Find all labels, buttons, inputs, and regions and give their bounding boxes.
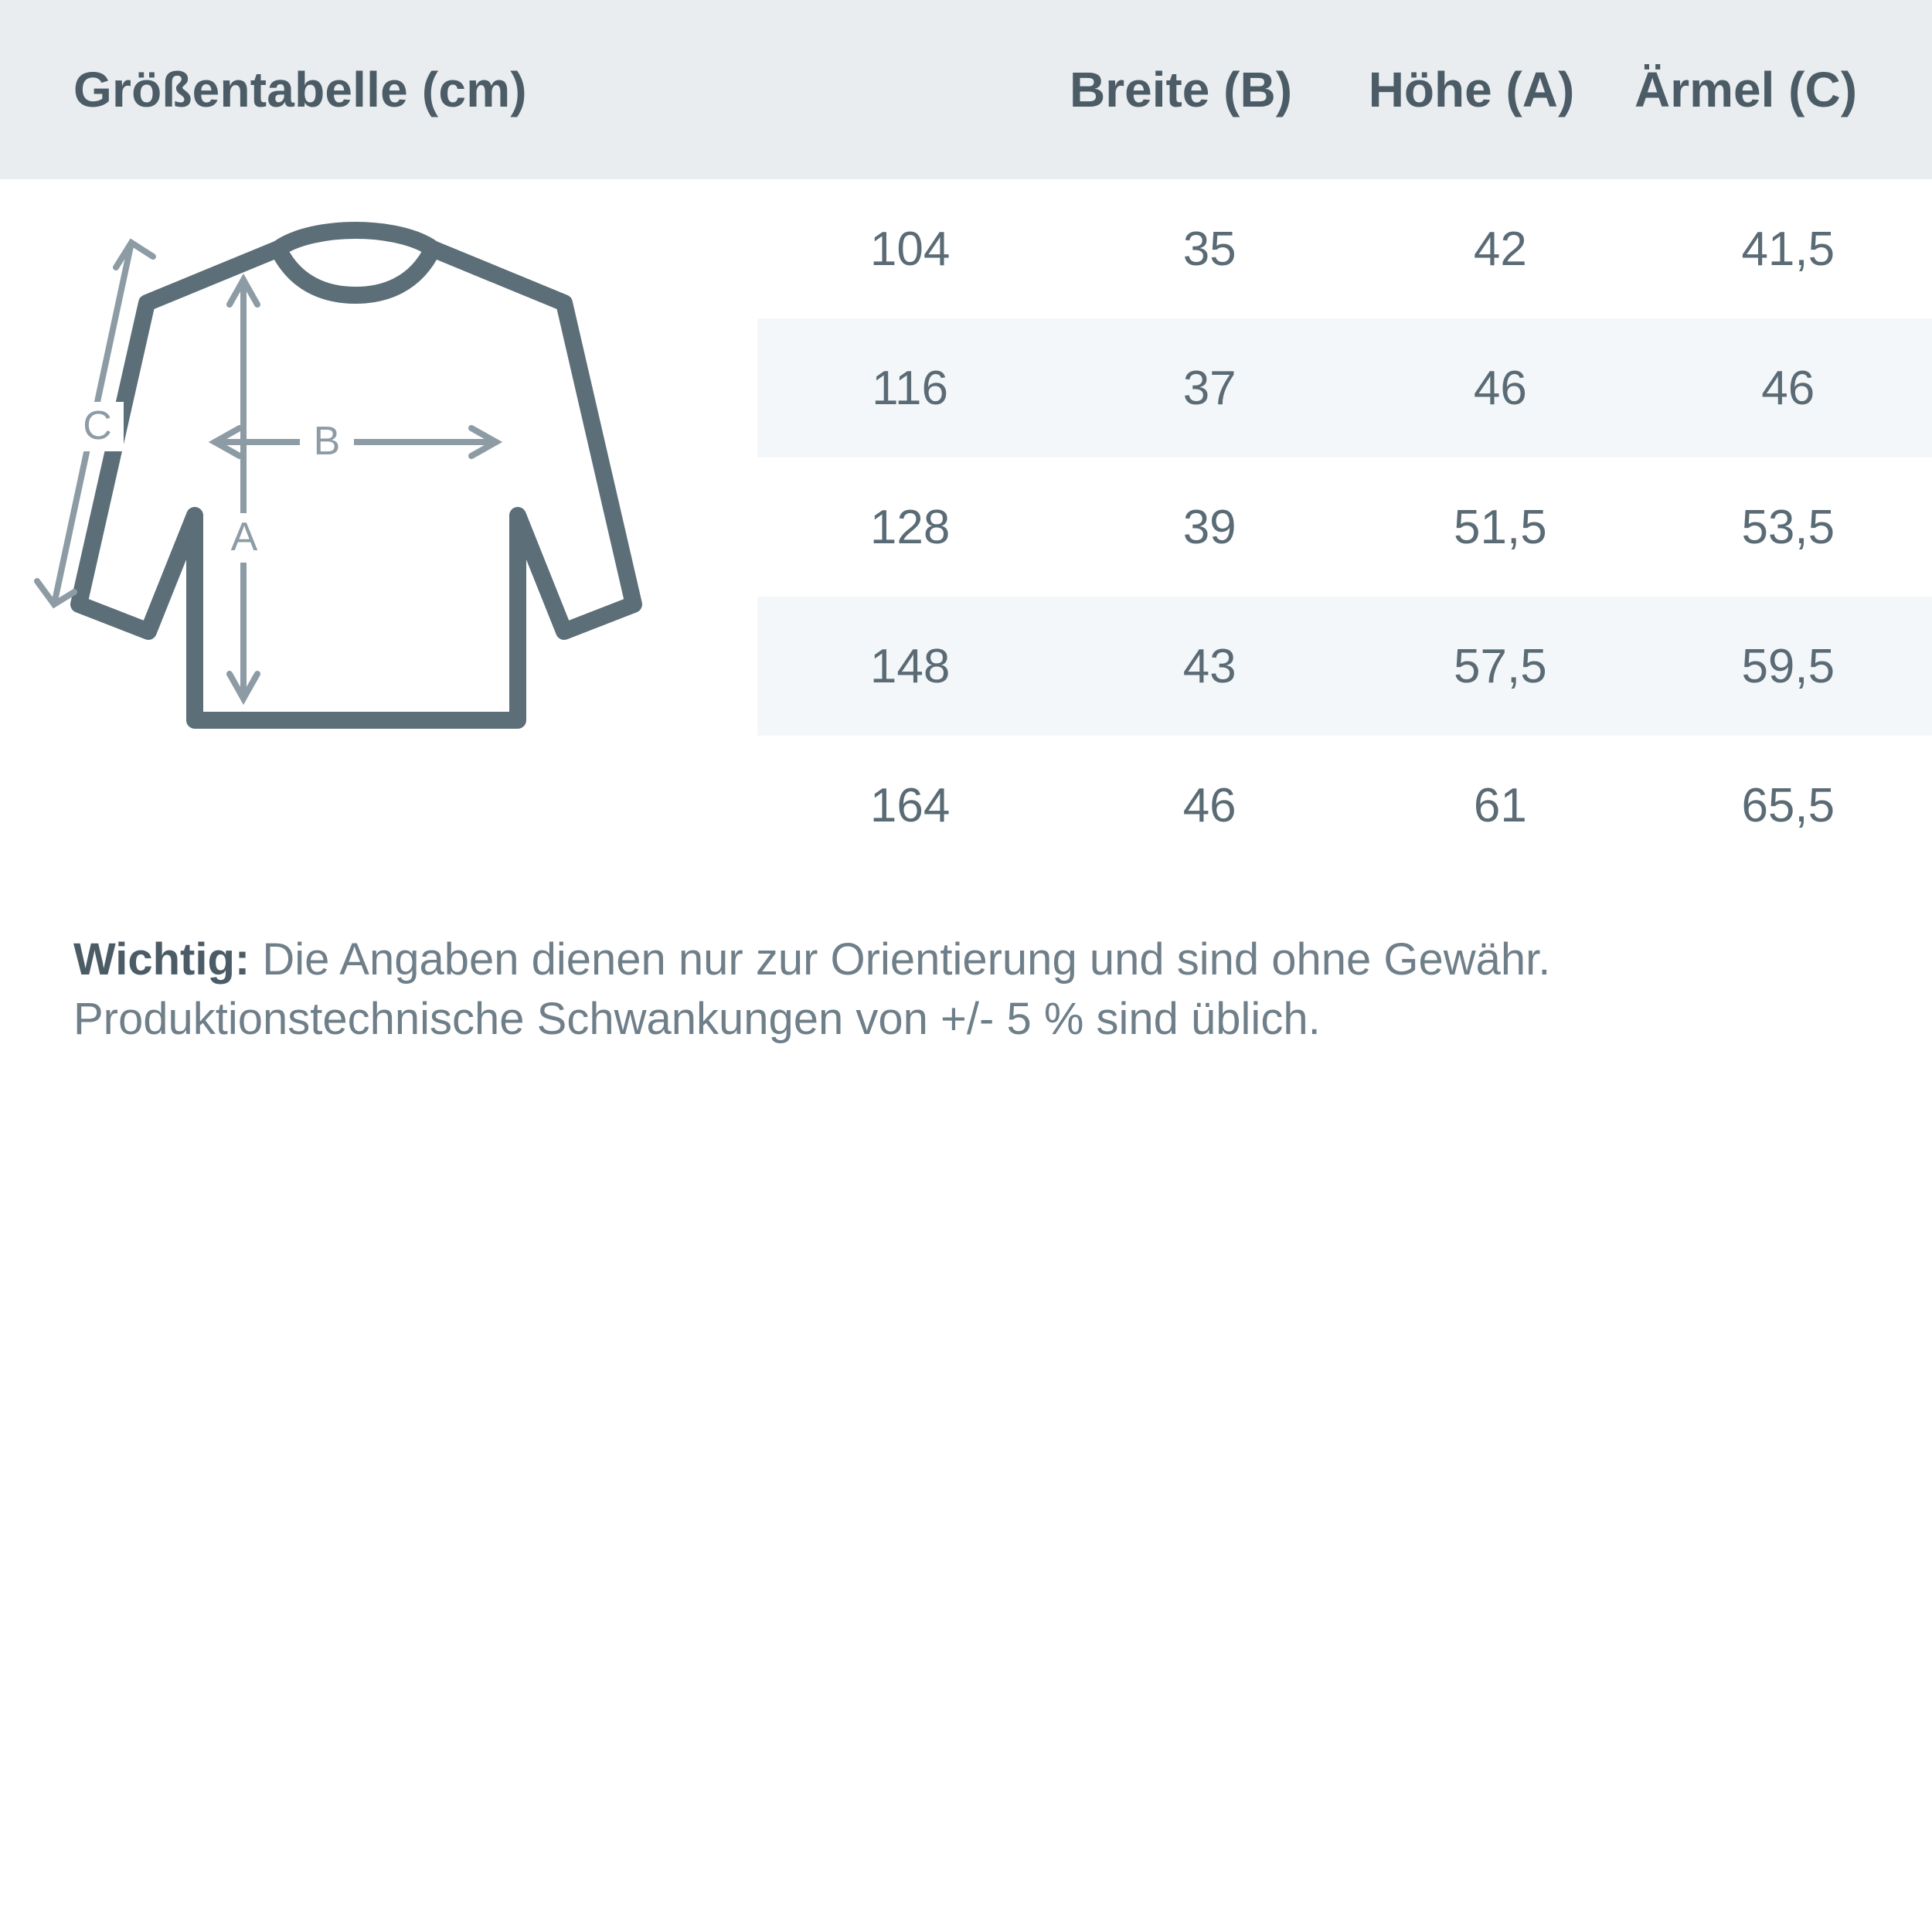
- figure-label-b: B: [313, 419, 341, 464]
- cell-breite: 46: [1182, 778, 1236, 832]
- cell-aermel: 65,5: [1741, 778, 1835, 832]
- cell-hoehe: 61: [1473, 778, 1527, 832]
- measurements-table: [757, 179, 1932, 875]
- table-row: [757, 597, 1932, 736]
- cell-size: 104: [869, 222, 951, 276]
- cell-size: 128: [869, 500, 951, 554]
- cell-breite: 37: [1063, 318, 1356, 457]
- figure-label-c: C: [83, 403, 112, 448]
- cell-hoehe: 46: [1356, 318, 1644, 457]
- cell-hoehe: 51,5: [1454, 500, 1547, 554]
- column-header-breite: Breite (B): [1069, 62, 1293, 117]
- garment-figure: [0, 179, 757, 770]
- cell-breite: 35: [1182, 222, 1236, 276]
- cell-aermel: 41,5: [1741, 222, 1835, 276]
- cell-size: 164: [869, 778, 951, 832]
- disclaimer-text: Die Angaben dienen nur zur Orientierung und sind ohne Gewähr. Produktionstechnische Schwankungen von +/- 5 % sind üblich.: [73, 934, 1551, 1044]
- table-row: [757, 179, 1932, 318]
- column-header-hoehe: Höhe (A): [1368, 62, 1575, 117]
- cell-breite: 43: [1063, 597, 1356, 736]
- table-row: [757, 736, 1932, 875]
- size-chart-body: [0, 179, 1932, 875]
- measurements-table-wrap: [757, 179, 1932, 875]
- disclaimer-note: [0, 875, 1932, 1049]
- cell-size: 148: [757, 597, 1063, 736]
- size-chart-header: [0, 0, 1932, 179]
- cell-aermel: 53,5: [1741, 500, 1835, 554]
- cell-hoehe: 42: [1473, 222, 1527, 276]
- table-row: [757, 457, 1932, 597]
- table-row: [757, 318, 1932, 457]
- page-title: Größentabelle (cm): [73, 62, 527, 117]
- cell-size: 116: [757, 318, 1063, 457]
- cell-aermel: 46: [1645, 318, 1932, 457]
- figure-label-a: A: [230, 515, 258, 560]
- cell-hoehe: 57,5: [1356, 597, 1644, 736]
- column-header-aermel: Ärmel (C): [1634, 62, 1858, 117]
- cell-aermel: 59,5: [1645, 597, 1932, 736]
- bottom-spacer: [0, 1049, 1932, 1899]
- column-headers: [1026, 61, 1884, 118]
- longsleeve-shirt-icon: [23, 210, 734, 767]
- cell-breite: 39: [1182, 500, 1236, 554]
- disclaimer-label: Wichtig:: [73, 934, 250, 985]
